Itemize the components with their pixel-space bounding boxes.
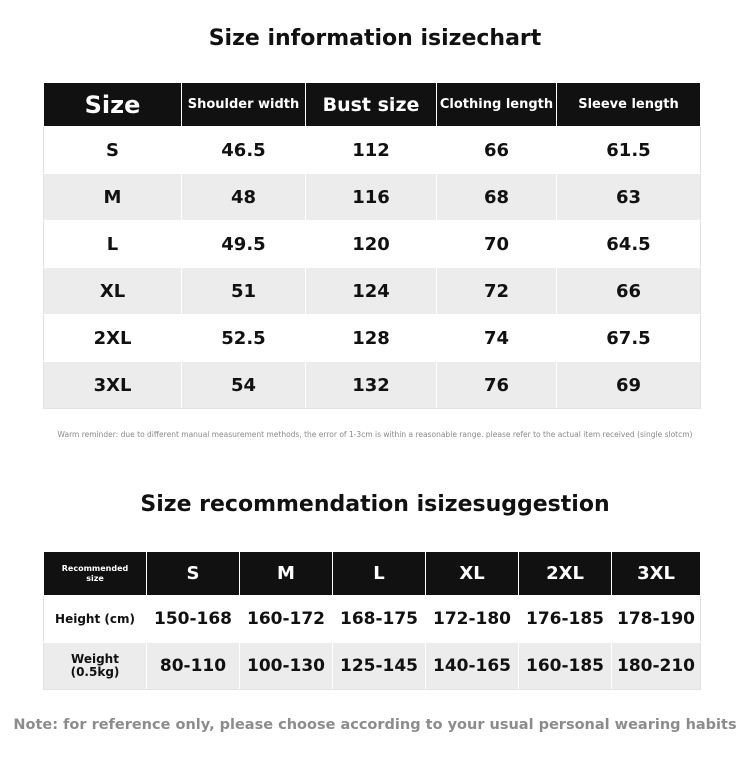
size-cell: M xyxy=(44,174,182,221)
size-header: 2XL xyxy=(519,552,612,596)
shoulder-cell: 49.5 xyxy=(182,221,306,268)
height-range-cell: 178-190 xyxy=(612,596,701,643)
sleeve-cell: 67.5 xyxy=(557,315,701,362)
reference-note: Note: for reference only, please choose according to your usual personal wearing habits xyxy=(13,717,737,733)
row-label-line: Weight xyxy=(71,652,119,666)
bust-cell: 116 xyxy=(306,174,437,221)
height-range-cell: 172-180 xyxy=(426,596,519,643)
weight-range-cell: 160-185 xyxy=(519,643,612,690)
size-cell: 2XL xyxy=(44,315,182,362)
recommendation-title: Size recommendation isizesuggestion xyxy=(140,492,610,517)
height-range-cell: 176-185 xyxy=(519,596,612,643)
size-header: 3XL xyxy=(612,552,701,596)
header-size: Size xyxy=(44,83,182,127)
shoulder-cell: 52.5 xyxy=(182,315,306,362)
length-cell: 72 xyxy=(437,268,557,315)
length-cell: 66 xyxy=(437,127,557,174)
table-row xyxy=(44,268,701,315)
bust-cell: 112 xyxy=(306,127,437,174)
size-cell: XL xyxy=(44,268,182,315)
table-row xyxy=(44,174,701,221)
row-label-line: (0.5kg) xyxy=(70,665,120,679)
bust-cell: 128 xyxy=(306,315,437,362)
shoulder-cell: 46.5 xyxy=(182,127,306,174)
header-bust-size: Bust size xyxy=(306,83,437,127)
size-cell: L xyxy=(44,221,182,268)
weight-range-cell: 100-130 xyxy=(240,643,333,690)
header-clothing-length: Clothing length xyxy=(437,83,557,127)
corner-label-line: Recommended xyxy=(61,563,129,573)
height-range-cell: 150-168 xyxy=(147,596,240,643)
size-chart-table xyxy=(43,82,701,409)
table-row xyxy=(44,596,701,643)
sleeve-cell: 69 xyxy=(557,362,701,409)
bust-cell: 120 xyxy=(306,221,437,268)
table-row xyxy=(44,643,701,690)
bust-cell: 124 xyxy=(306,268,437,315)
weight-range-cell: 140-165 xyxy=(426,643,519,690)
size-header: L xyxy=(333,552,426,596)
corner-label xyxy=(44,552,147,596)
header-shoulder-width: Shoulder width xyxy=(182,83,306,127)
size-chart-title: Size information isizechart xyxy=(208,26,542,51)
size-cell: 3XL xyxy=(44,362,182,409)
length-cell: 68 xyxy=(437,174,557,221)
sleeve-cell: 63 xyxy=(557,174,701,221)
length-cell: 76 xyxy=(437,362,557,409)
bust-cell: 132 xyxy=(306,362,437,409)
weight-range-cell: 80-110 xyxy=(147,643,240,690)
header-sleeve-length: Sleeve length xyxy=(557,83,701,127)
row-label-line: Height (cm) xyxy=(55,611,135,626)
sleeve-cell: 61.5 xyxy=(557,127,701,174)
sleeve-cell: 64.5 xyxy=(557,221,701,268)
length-cell: 74 xyxy=(437,315,557,362)
weight-range-cell: 180-210 xyxy=(612,643,701,690)
shoulder-cell: 51 xyxy=(182,268,306,315)
weight-range-cell: 125-145 xyxy=(333,643,426,690)
recommendation-table xyxy=(43,551,701,690)
size-header: XL xyxy=(426,552,519,596)
size-header: M xyxy=(240,552,333,596)
recommendation-header-row xyxy=(44,552,701,596)
sleeve-cell: 66 xyxy=(557,268,701,315)
corner-label-line: size xyxy=(86,573,104,583)
size-chart-header-row xyxy=(44,83,701,127)
height-range-cell: 168-175 xyxy=(333,596,426,643)
table-row xyxy=(44,221,701,268)
table-row xyxy=(44,362,701,409)
shoulder-cell: 54 xyxy=(182,362,306,409)
table-row xyxy=(44,127,701,174)
measurement-reminder: Warm reminder: due to different manual measurement methods, the error of 1-3cm is within a reasonable range. please refer to the actual item received (single slotcm) xyxy=(57,430,693,439)
shoulder-cell: 48 xyxy=(182,174,306,221)
row-label-weight xyxy=(44,643,147,690)
size-header: S xyxy=(147,552,240,596)
height-range-cell: 160-172 xyxy=(240,596,333,643)
table-row xyxy=(44,315,701,362)
row-label-height xyxy=(44,596,147,643)
length-cell: 70 xyxy=(437,221,557,268)
size-cell: S xyxy=(44,127,182,174)
